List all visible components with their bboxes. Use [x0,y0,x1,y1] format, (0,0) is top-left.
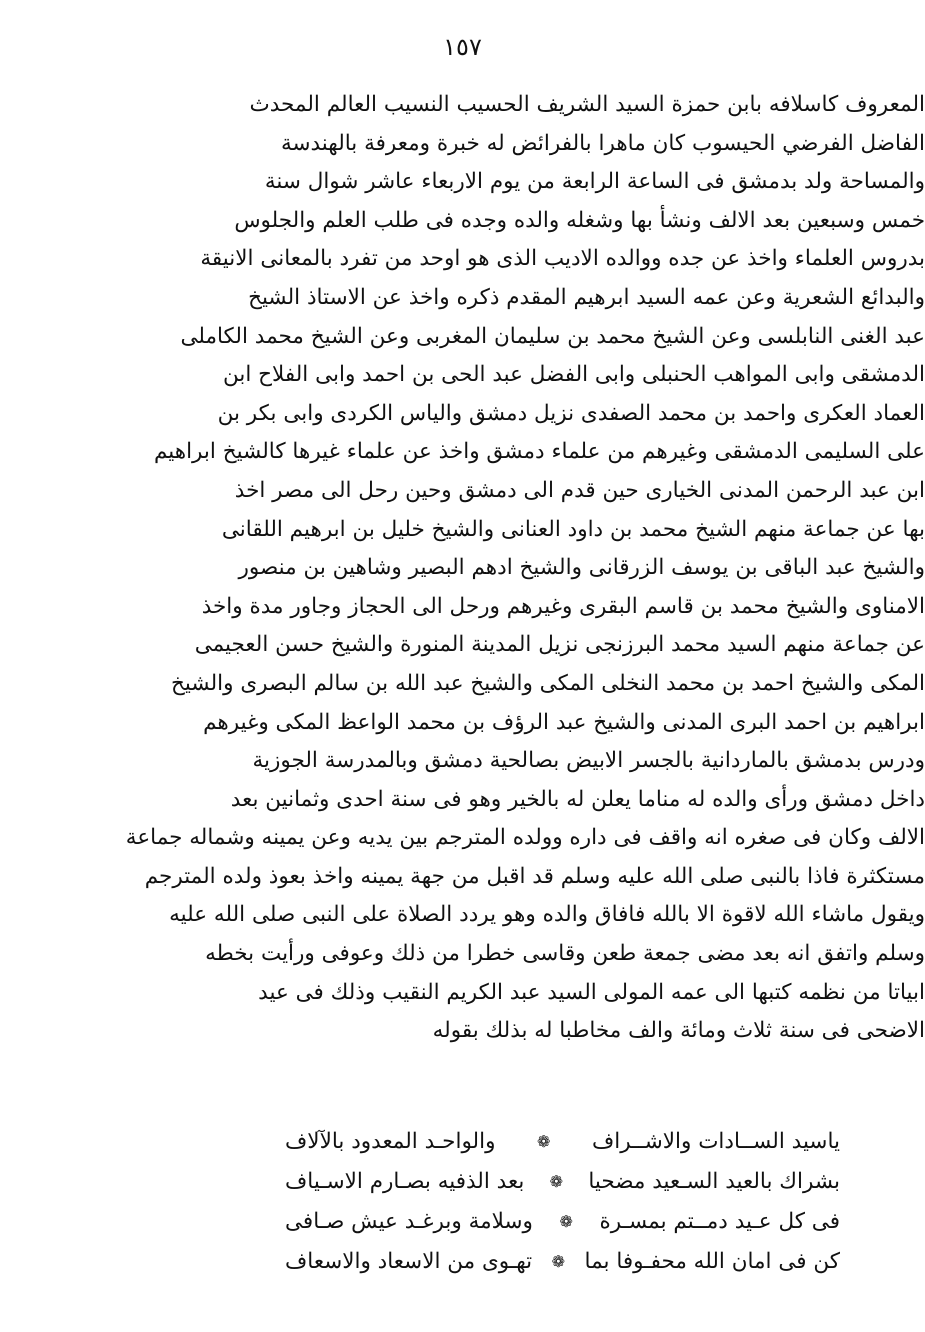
verse-separator-icon: ❁ [559,1212,573,1231]
text-line: الفاضل الفرضي الحيسوب كان ماهرا بالفرائض له خبرة ومعرفة بالهندسة [280,130,925,156]
verse-first-hemistich: ياسيد الســادات والاشــراف [592,1129,840,1154]
verse-separator-icon: ❁ [537,1132,551,1151]
text-line: ودرس بدمشق بالماردانية بالجسر الابيض بصالحية دمشق وبالمدرسة الجوزية [252,748,925,774]
text-line: والبدائع الشعرية وعن عمه السيد ابرهيم المقدم ذكره واخذ عن الاستاذ الشيخ [248,284,925,310]
verse-second-hemistich: بعد الذفيه بصـارم الاسـياف [285,1169,525,1194]
verse-first-hemistich: كن فى امان الله محفـوفا بما [584,1249,840,1274]
text-line: الدمشقى وابى المواهب الحنبلى وابى الفضل عبد الحى بن احمد وابى الفلاح ابن [222,362,925,388]
text-line: الاضحى فى سنة ثلاث ومائة والف مخاطبا له بذلك بقوله [432,1018,925,1044]
text-line: بدروس العلماء واخذ عن جده ووالده الاديب الذى هو اوحد من تفرد بالمعانى الانيقة [200,246,925,272]
poem-verse [285,1122,840,1162]
text-line: المكى والشيخ احمد بن محمد النخلى المكى والشيخ عبد الله بن سالم البصرى والشيخ [171,670,925,696]
text-line: ابراهيم بن احمد البرى المدنى والشيخ عبد الرؤف بن محمد الواعظ المكى وغيرهم [203,709,925,735]
text-line: والمساحة ولد بدمشق فى الساعة الرابعة من يوم الاربعاء عاشر شوال سنة [264,169,925,195]
text-line: بها عن جماعة منهم الشيخ محمد بن داود العنانى والشيخ خليل بن ابرهيم اللقانى [221,516,925,542]
text-line: الالف وكان فى صغره انه واقف فى داره وولده المترجم بين يديه وعن يمينه وشماله جماعة [125,825,925,851]
page-number: ١٥٧ [443,33,482,61]
verse-first-hemistich: بشراك بالعيد السـعيد مضحيا [588,1169,840,1194]
text-line: ابن عبد الرحمن المدنى الخيارى حين قدم الى دمشق وحين رحل الى مصر اخذ [234,477,925,503]
verse-second-hemistich: تهـوى من الاسعاد والاسعاف [285,1249,533,1274]
text-line: على السليمى الدمشقى وغيرهم من علماء دمشق واخذ عن علماء غيرها كالشيخ ابراهيم [153,439,925,465]
verse-second-hemistich: وسلامة وبرغـد عيش صـافى [285,1209,533,1234]
verse-separator-icon: ❁ [549,1172,564,1191]
poem-verse [285,1162,840,1202]
poem-verse [285,1242,840,1282]
poem [285,1122,840,1282]
text-line: عن جماعة منهم السيد محمد البرزنجى نزيل المدينة المنورة والشيخ حسن العجيمى [194,632,925,658]
text-line: ويقول ماشاء الله لاقوة الا بالله فافاق والده وهو يردد الصلاة على النبى صلى الله عليه [169,902,925,928]
text-line: والشيخ عبد الباقى بن يوسف الزرقانى والشيخ ادهم البصير وشاهين بن منصور [238,555,925,581]
text-line: وسلم واتفق انه بعد مضى جمعة طعن وقاسى خطرا من ذلك وعوفى ورأيت بخطه [205,941,925,967]
prose-block [125,86,925,1051]
text-line: العماد العكرى واحمد بن محمد الصفدى نزيل دمشق والياس الكردى وابى بكر بن [217,400,925,426]
poem-verse [285,1202,840,1242]
text-line: خمس وسبعين بعد الالف ونشأ بها وشغله والده وجده فى طلب العلم والجلوس [234,207,925,233]
text-line: الامناوى والشيخ محمد بن قاسم البقرى وغيرهم ورحل الى الحجاز وجاور مدة واخذ [201,593,925,619]
text-line: ابياتا من نظمه كتبها الى عمه المولى السيد عبد الكريم النقيب وذلك فى عيد [258,979,925,1005]
text-line: عبد الغنى النابلسى وعن الشيخ محمد بن سليمان المغربى وعن الشيخ محمد الكاملى [180,323,925,349]
text-line: المعروف كاسلافه بابن حمزة السيد الشريف الحسيب النسيب العالم المحدث [249,92,925,117]
verse-second-hemistich: والواحـد المعدود بالآلاف [285,1129,496,1154]
text-line: مستكثرة فاذا بالنبى صلى الله عليه وسلم قد اقبل من جهة يمينه واخذ بعوذ ولده المترجم [144,863,925,889]
verse-first-hemistich: فى كل عـيد دمــتم بمسـرة [599,1209,840,1234]
text-line: داخل دمشق ورأى والده له مناما يعلن له بالخير وهو فى سنة احدى وثمانين بعد [230,786,925,812]
verse-separator-icon: ❁ [551,1252,566,1271]
